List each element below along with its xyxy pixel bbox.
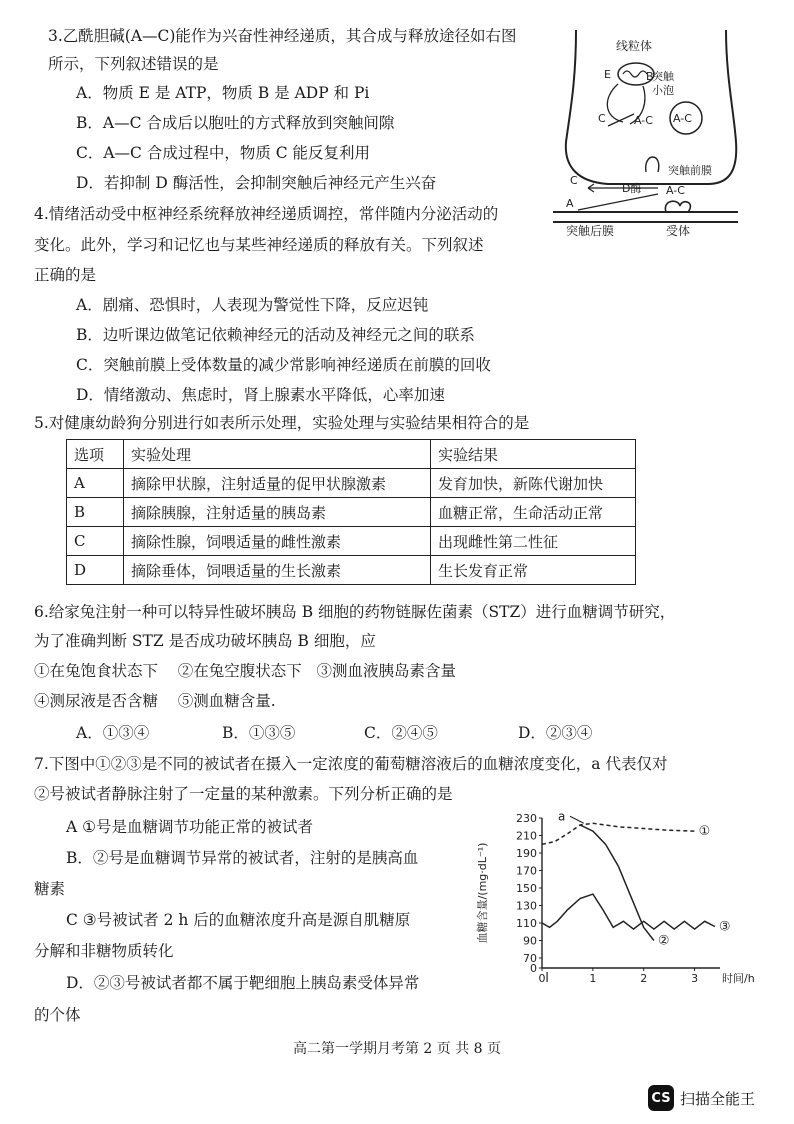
series-label-1: ① — [698, 824, 711, 840]
q7-stem-line1: 7.下图中①②③是不同的被试者在摄入一定浓度的葡萄糖溶液后的血糖浓度变化，a 代表仅对 — [34, 755, 668, 773]
y-axis-label: 血糖含量/(mg·dL⁻¹) — [476, 842, 489, 944]
table-cell: 摘除胰腺，注射适量的胰岛素 — [124, 498, 431, 527]
series-line-2 — [580, 825, 654, 941]
table-cell: 摘除垂体，饲喂适量的生长激素 — [124, 556, 431, 585]
q6-items-line2: ④测尿液是否含糖 ⑤测血糖含量. — [34, 692, 276, 710]
y-tick-label: 190 — [516, 847, 537, 860]
q6-stem-line1: 6.给家兔注射一种可以特异性破坏胰岛 B 细胞的药物链脲佐菌素（STZ）进行血糖调节研究， — [34, 603, 676, 621]
table-cell: 出现雌性第二性征 — [431, 527, 636, 556]
table-cell: 摘除性腺，饲喂适量的雌性激素 — [124, 527, 431, 556]
label-ac-cleft: A-C — [666, 184, 685, 197]
table-header-cell: 实验结果 — [431, 440, 636, 469]
q7-option-b-line2: 糖素 — [34, 880, 66, 898]
postsynaptic-label: 突触后膜 — [566, 224, 615, 238]
q4-stem-line2: 变化。此外，学习和记忆也与某些神经递质的释放有关。下列叙述 — [34, 236, 484, 254]
series-label-2: ② — [657, 933, 670, 949]
q3-option-a: A．物质 E 是 ATP，物质 B 是 ADP 和 Pi — [76, 84, 370, 102]
x-tick-label: 1 — [589, 972, 597, 985]
y-tick-label: 210 — [516, 829, 537, 843]
table-row — [67, 498, 636, 527]
q3-stem-line2: 所示，下列叙述错误的是 — [48, 55, 219, 73]
q7-option-a: A ①号是血糖调节功能正常的被试者 — [66, 818, 314, 836]
q5-stem: 5.对健康幼龄狗分别进行如表所示处理，实验处理与实验结果相符合的是 — [34, 414, 530, 432]
table-cell: 发育加快，新陈代谢加快 — [431, 469, 636, 498]
q7-option-c-line2: 分解和非糖物质转化 — [34, 942, 174, 960]
label-c-cleft: C — [570, 174, 578, 187]
enzyme-label: D酶 — [622, 182, 642, 195]
q4-option-c: C．突触前膜上受体数量的减少常影响神经递质在前膜的回收 — [76, 356, 491, 374]
y-tick-label: 230 — [516, 812, 537, 825]
label-ac-vesicle: A-C — [673, 112, 692, 125]
q7-option-c-line1: C ③号被试者 2 h 后的血糖浓度升高是源自肌糖原 — [66, 911, 411, 929]
q6-option-b: B．①③⑤ — [222, 724, 296, 742]
y-tick-label: 90 — [523, 934, 537, 948]
mitochondria-label: 线粒体 — [616, 39, 653, 53]
table-cell: C — [67, 527, 124, 556]
table-cell: 摘除甲状腺，注射适量的促甲状腺激素 — [124, 469, 431, 498]
y-tick-label: 130 — [516, 899, 537, 913]
table-cell: D — [67, 556, 124, 585]
q3-option-c: C．A—C 合成过程中，物质 C 能反复利用 — [76, 144, 371, 162]
x-axis-label: 时间/h — [722, 972, 755, 985]
scanner-badge — [648, 1085, 755, 1111]
x-tick-label: 3 — [691, 972, 699, 985]
q6-option-a: A．①③④ — [76, 724, 150, 742]
y-tick-label: 0 — [530, 962, 537, 975]
x-tick-label: 0 — [538, 972, 546, 985]
y-tick-label: 110 — [516, 917, 537, 930]
q6-items-line1: ①在兔饱食状态下 ②在兔空腹状态下 ③测血液胰岛素含量 — [34, 662, 456, 680]
experiment-table — [66, 439, 636, 585]
annotation-arrow — [570, 816, 584, 823]
table-header-cell: 选项 — [67, 440, 124, 469]
q3-option-b: B．A—C 合成后以胞吐的方式释放到突触间隙 — [76, 114, 395, 132]
q7-option-b-line1: B．②号是血糖调节异常的被试者，注射的是胰高血 — [66, 849, 419, 867]
q7-stem-line2: ②号被试者静脉注射了一定量的某种激素。下列分析正确的是 — [34, 785, 453, 803]
label-b: B — [646, 70, 654, 83]
q4-stem-line3: 正确的是 — [34, 266, 97, 284]
table-cell: 血糖正常，生命活动正常 — [431, 498, 636, 527]
q4-option-b: B．边听课边做笔记依赖神经元的活动及神经元之间的联系 — [76, 326, 475, 344]
series-line-1 — [542, 823, 695, 844]
label-c-top: C — [598, 112, 606, 125]
y-tick-label: 170 — [516, 864, 537, 878]
series-label-3: ③ — [718, 919, 731, 935]
presynaptic-label: 突触前膜 — [668, 164, 712, 177]
table-cell: B — [67, 498, 124, 527]
q7-option-d-line2: 的个体 — [34, 1006, 81, 1024]
q7-option-d-line1: D．②③号被试者都不属于靶细胞上胰岛素受体异常 — [66, 974, 420, 992]
table-row — [67, 469, 636, 498]
table-row — [67, 556, 636, 585]
scanner-brand-text: 扫描全能王 — [680, 1089, 756, 1108]
x-tick-label: 2 — [640, 972, 648, 985]
vesicle-label-line2: 小泡 — [652, 84, 674, 97]
q6-stem-line2: 为了准确判断 STZ 是否成功破坏胰岛 B 细胞，应 — [34, 632, 376, 650]
synapse-diagram — [548, 22, 748, 242]
q4-option-a: A．剧痛、恐惧时，人表现为警觉性下降，反应迟钝 — [76, 296, 429, 314]
table-cell: 生长发育正常 — [431, 556, 636, 585]
y-tick-label: 70 — [523, 952, 537, 965]
q6-option-c: C．②④⑤ — [364, 724, 438, 742]
camscanner-logo-icon: CS — [648, 1085, 674, 1111]
q4-stem-line1: 4.情绪活动受中枢神经系统释放神经递质调控，常伴随内分泌活动的 — [34, 205, 499, 223]
label-e: E — [604, 68, 611, 81]
annotation-a: a — [557, 809, 566, 824]
vesicle-label-line1: 突触 — [652, 70, 674, 83]
table-row — [67, 527, 636, 556]
q3-option-d: D．若抑制 D 酶活性，会抑制突触后神经元产生兴奋 — [76, 174, 437, 192]
table-header-cell: 实验处理 — [124, 440, 431, 469]
blood-glucose-chart — [470, 808, 755, 988]
q4-option-d: D．情绪激动、焦虑时，肾上腺素水平降低，心率加速 — [76, 386, 445, 404]
q3-stem-line1: 3.乙酰胆碱(A—C)能作为兴奋性神经递质，其合成与释放途径如右图 — [48, 27, 517, 45]
page-footer: 高二第一学期月考第 2 页 共 8 页 — [292, 1041, 502, 1057]
series-line-3 — [542, 894, 715, 929]
y-tick-label: 150 — [516, 882, 537, 895]
label-ac-cytoplasm: A-C — [634, 114, 653, 127]
q6-option-d: D．②③④ — [518, 724, 593, 742]
table-cell: A — [67, 469, 124, 498]
label-a: A — [566, 197, 574, 210]
receptor-label: 受体 — [666, 224, 691, 238]
table-header-row — [67, 440, 636, 469]
